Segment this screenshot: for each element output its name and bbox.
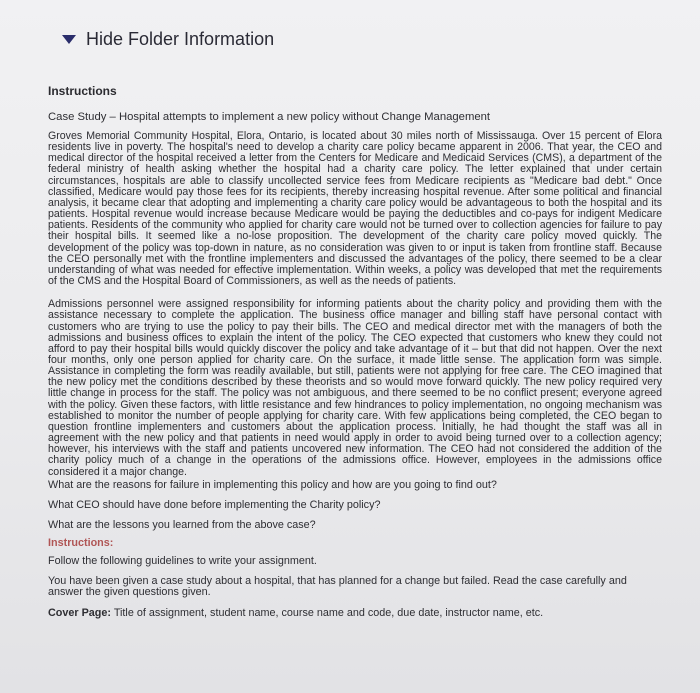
case-paragraph-2: Admissions personnel were assigned responsibility for informing patients about the charity policy and providing them with the assistance necessary to complete the application. The business office manager and billing staff have personal contact with customers who are trying to use the policy to pay their bills. The CEO and medical director met with the managers of both the admissions and business offices to explain the intent of the policy. The CEO expected that customers who knew they could not afford to pay their hospital bills would quickly discover the policy and take advantage of it – but that did not happen. Over the next four months, only one person applied for charity care. On the surface, it made little sense. The application form was simple. Assistance in completing the form was readily available, but still, patients were not applying for free care. The CEO imagined that the new policy met the conditions described by these theorists and so would move forward quickly. The new policy required very little change in process for the staff. The policy was not ambiguous, and there seemed to be no conflict present; everyone agreed with the policy. Given these factors, with little resistance and few hindrances to policy implementation, no ongoing mechanism was established to monitor the number of people applying for charity care. With few applications being completed, the CEO began to question frontline implementers and customers about the application process. Initially, he had thought the staff was all in agreement with the new policy and that patients in need would apply in order to avoid being turned over to a collection agency; however, his interviews with the staff and patients uncovered new information. The CEO had not considered the addition of the charity policy much of a change in the operations of the admissions office. However, employees in the admissions office considered it a major change. (48, 298, 662, 478)
guideline-1: Follow the following guidelines to write your assignment. (48, 554, 317, 567)
cover-page-text: Title of assignment, student name, course name and code, due date, instructor name, etc. (113, 606, 544, 619)
question-2: What CEO should have done before implementing the Charity policy? (48, 498, 381, 511)
question-1: What are the reasons for failure in implementing this policy and how are you going to find out? (48, 478, 497, 491)
instructions-heading: Instructions (48, 84, 117, 98)
hide-folder-info-toggle[interactable] (62, 26, 662, 52)
guideline-2: You have been given a case study about a hospital, that has planned for a change but failed. Read the case carefully and answer the given questions given. (48, 574, 627, 599)
case-paragraph-1: Groves Memorial Community Hospital, Elora, Ontario, is located about 30 miles north of Mississauga. Over 15 percent of Elora residents live in poverty. The hospital's need to develop a charity care policy became apparent in 2006. That year, the CEO and medical director of the hospital received a letter from the Centers for Medicare and Medicaid Services (CMS), a department of the federal ministry of health asking whether the hospital had a charity care policy. The letter explained that under certain circumstances, hospitals are able to classify uncollected service fees from Medicare recipients as "Medicare bad debt." Once classified, Medicare would pay those fees for its recipients, thereby increasing hospital revenue. After some political and financial analysis, it became clear that adopting and implementing a charity care policy would be advantageous to both the hospital and its patients. Hospital revenue would increase because Medicare would be paying the deductibles and co-pays for indigent Medicare patients. Residents of the community who applied for charity care would not be turned over to collection agencies for failure to pay their hospital bills. It seemed like a no-lose proposition. The development of the charity care policy moved quickly. The development of the policy was top-down in nature, as no consideration was given to or input is taken from frontline staff. Because the CEO personally met with the frontline implementers and discussed the advantages of the policy, there seemed to be a clear understanding of what was needed for effective implementation. Within weeks, a policy was developed that met the requirements of the CMS and the Hospital Board of Commissioners, as well as the needs of patients. (48, 130, 662, 288)
triangle-down-icon (62, 35, 76, 44)
instructions-subheading: Instructions: (48, 536, 114, 549)
question-3: What are the lessons you learned from the above case? (48, 518, 316, 531)
cover-page-label: Cover Page: (48, 606, 112, 619)
case-study-title: Case Study – Hospital attempts to implement a new policy without Change Management (48, 111, 491, 123)
cover-page-line (48, 607, 662, 619)
hide-folder-info-label: Hide Folder Information (86, 28, 275, 49)
